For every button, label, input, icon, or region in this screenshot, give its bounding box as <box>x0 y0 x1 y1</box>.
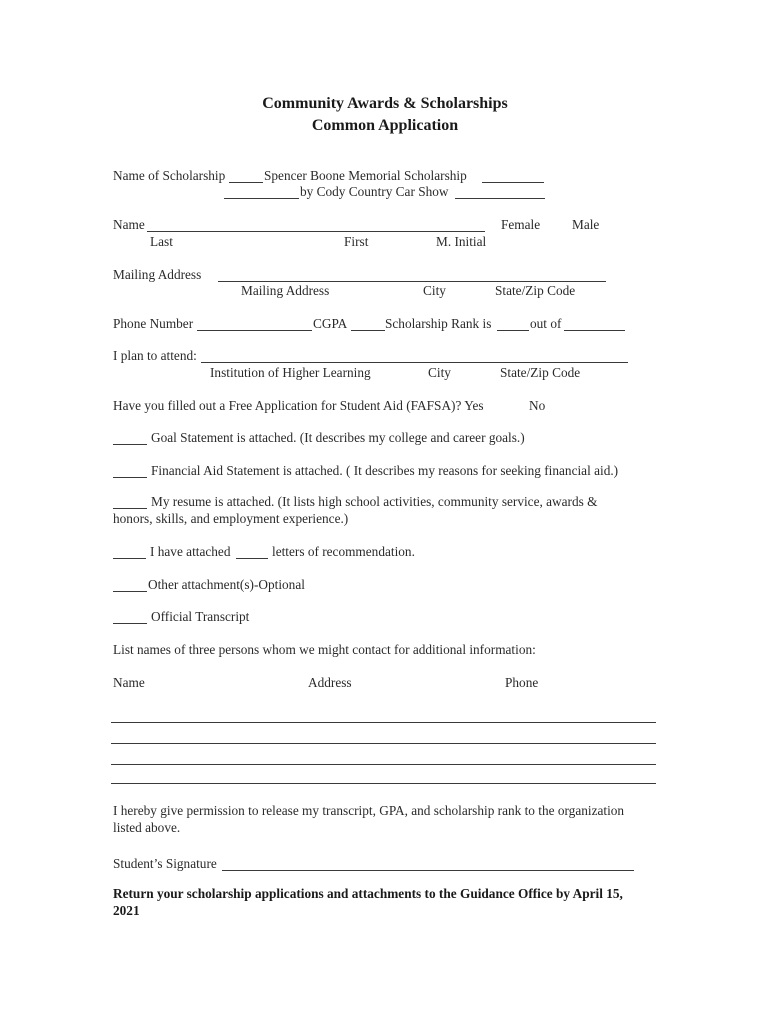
out-of-input[interactable] <box>566 315 622 329</box>
attend-sub-institution: Institution of Higher Learning <box>210 365 371 380</box>
scholarship-sponsor: by Cody Country Car Show <box>300 184 449 199</box>
resume-item: My resume is attached. (It lists high school activities, community service, awards & <box>151 494 598 509</box>
signature-input[interactable] <box>226 855 630 869</box>
name-sub-last: Last <box>150 234 173 249</box>
financial-aid-item: Financial Aid Statement is attached. ( It describes my reasons for seeking financial aid.) <box>151 463 619 478</box>
other-attachment-item: Other attachment(s)-Optional <box>148 577 305 592</box>
name-sub-first: First <box>344 234 369 249</box>
attend-sub-state: State/Zip Code <box>500 365 581 380</box>
references-col-name: Name <box>113 675 145 690</box>
cgpa-label: CGPA <box>313 316 348 331</box>
fafsa-question[interactable]: Have you filled out a Free Application for Student Aid (FAFSA)? Yes <box>113 398 484 413</box>
male-option[interactable]: Male <box>572 217 600 232</box>
letters-count-input[interactable] <box>238 543 266 557</box>
mailing-sub-address: Mailing Address <box>241 283 330 298</box>
scholarship-name: Spencer Boone Memorial Scholarship <box>264 168 467 183</box>
name-label: Name <box>113 217 145 232</box>
mailing-input[interactable] <box>222 266 602 280</box>
reference-line-1[interactable] <box>111 722 656 723</box>
fafsa-no-option[interactable]: No <box>529 398 546 413</box>
attend-label: I plan to attend: <box>113 348 197 363</box>
references-col-address: Address <box>308 675 352 690</box>
mailing-sub-city: City <box>423 283 446 298</box>
rank-input[interactable] <box>498 315 528 329</box>
phone-label: Phone Number <box>113 316 194 331</box>
name-sub-initial: M. Initial <box>436 234 487 249</box>
female-option[interactable]: Female <box>501 217 541 232</box>
rank-label: Scholarship Rank is <box>385 316 492 331</box>
return-instructions: Return your scholarship applications and attachments to the Guidance Office by April 15, <box>113 886 623 901</box>
form-subtitle: Common Application <box>311 117 459 134</box>
out-of-label: out of <box>530 316 562 331</box>
references-col-phone: Phone <box>505 675 539 690</box>
name-input[interactable] <box>150 216 480 230</box>
cgpa-input[interactable] <box>352 315 384 329</box>
resume-item-cont: honors, skills, and employment experience.) <box>113 511 349 526</box>
attend-sub-city: City <box>428 365 451 380</box>
permission-text: I hereby give permission to release my transcript, GPA, and scholarship rank to the organization <box>113 803 625 818</box>
reference-line-4[interactable] <box>111 783 656 784</box>
reference-line-3[interactable] <box>111 764 656 765</box>
form-title: Community Awards & Scholarships <box>262 95 508 112</box>
references-intro: List names of three persons whom we might contact for additional information: <box>113 642 536 657</box>
permission-text-cont: listed above. <box>113 820 181 835</box>
letters-item-cont: letters of recommendation. <box>272 544 415 559</box>
scholarship-label: Name of Scholarship <box>113 168 226 183</box>
transcript-item: Official Transcript <box>151 609 250 624</box>
return-instructions-year: 2021 <box>113 903 140 918</box>
reference-line-2[interactable] <box>111 743 656 744</box>
phone-input[interactable] <box>200 315 308 329</box>
signature-label: Student’s Signature <box>113 856 217 871</box>
letters-item: I have attached <box>150 544 231 559</box>
mailing-sub-state: State/Zip Code <box>495 283 576 298</box>
goal-statement-item: Goal Statement is attached. (It describes my college and career goals.) <box>151 430 525 445</box>
mailing-label: Mailing Address <box>113 267 202 282</box>
attend-input[interactable] <box>204 347 624 361</box>
